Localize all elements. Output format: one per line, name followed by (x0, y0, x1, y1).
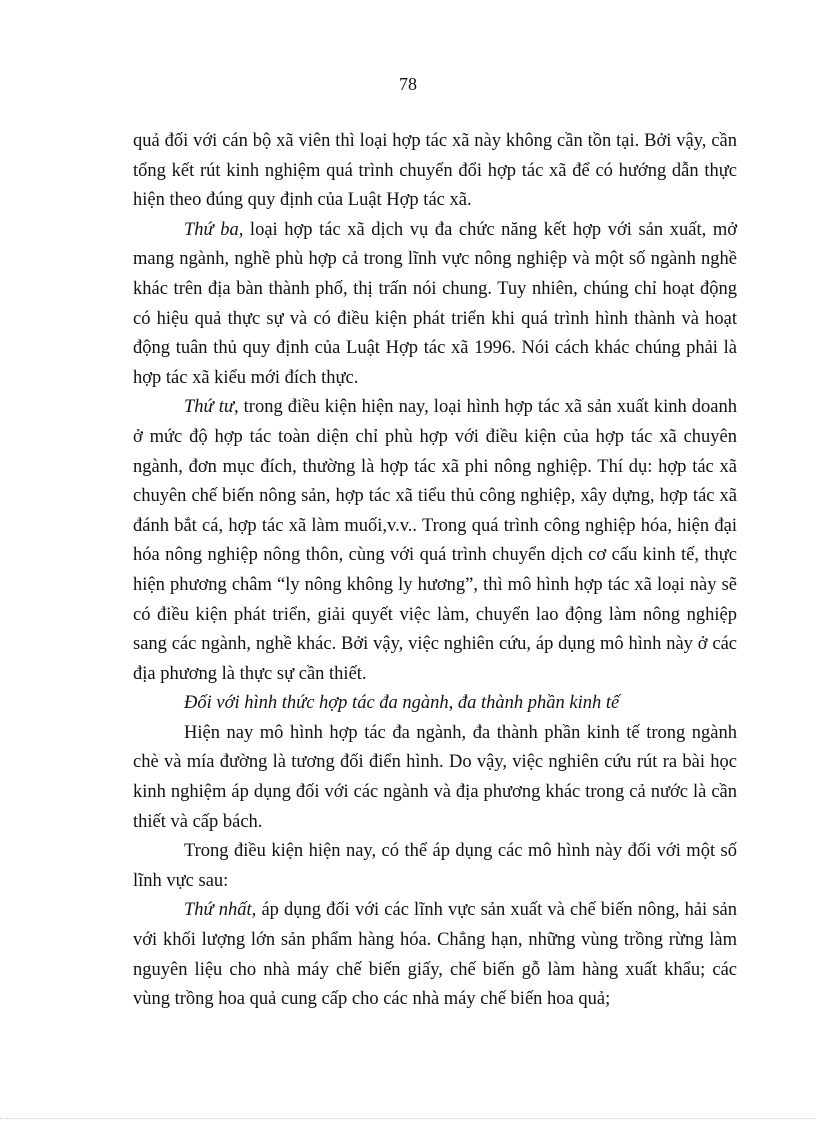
page-number: 78 (399, 74, 417, 94)
paragraph (133, 127, 737, 216)
document-body (133, 127, 737, 1015)
paragraph (133, 837, 737, 896)
paragraph (133, 719, 737, 837)
paragraph-text: quả đối với cán bộ xã viên thì loại hợp tác xã này không cần tồn tại. Bởi vậy, cần tổng kết rút kinh nghiệm quá trình chuyển đổi hợp tác xã để có hướng dẫn thực hiện theo đúng quy định của Luật Hợp tác xã. (133, 131, 737, 211)
paragraph (133, 896, 737, 1014)
paragraph-text: , áp dụng đối với các lĩnh vực sản xuất và chế biến nông, hải sản với khối lượng lớn sản phẩm hàng hóa. Chẳng hạn, những vùng trồng rừng làm nguyên liệu cho nhà máy chế biến giấy, chế biến gỗ làm hàng xuất khẩu; các vùng trồng hoa quả cung cấp cho các nhà máy chế biến hoa quả; (133, 900, 737, 1010)
paragraph-lead: Thứ ba, (184, 219, 244, 240)
paragraph-text: trong điều kiện hiện nay, loại hình hợp tác xã sản xuất kinh doanh ở mức độ hợp tác toàn diện chỉ phù hợp với điều kiện của hợp tác xã chuyên ngành, đơn mục đích, thường là hợp tác xã phi nông nghiệp. Thí dụ: hợp tác xã chuyên chế biến nông sản, hợp tác xã tiểu thủ công nghiệp, xây dựng, hợp tác xã đánh bắt cá, hợp tác xã làm muối,v.v.. Trong quá trình công nghiệp hóa, hiện đại hóa nông nghiệp nông thôn, cùng với quá trình chuyển dịch cơ cấu kinh tế, thực hiện phương châm “ly nông không ly hương”, thì mô hình hợp tác xã loại này sẽ có điều kiện phát triển, giải quyết việc làm, chuyển lao động làm nông nghiệp sang các ngành, nghề khác. Bởi vậy, việc nghiên cứu, áp dụng mô hình này ở các địa phương là thực sự cần thiết. (133, 397, 738, 684)
paragraph-lead: Thứ tư, (184, 397, 239, 418)
section-heading: Đối với hình thức hợp tác đa ngành, đa thành phần kinh tế (184, 693, 620, 714)
paragraph-text: loại hợp tác xã dịch vụ đa chức năng kết hợp với sản xuất, mở mang ngành, nghề phù hợp cả trong lĩnh vực nông nghiệp và một số ngành nghề khác trên địa bàn thành phố, thị trấn nói chung. Tuy nhiên, chúng chỉ hoạt động có hiệu quả thực sự và có điều kiện phát triển khi quá trình hình thành và hoạt động tuân thủ quy định của Luật Hợp tác xã 1996. Nói cách khác chúng phải là hợp tác xã kiểu mới đích thực. (133, 219, 737, 388)
paragraph-lead: Thứ nhất (184, 900, 252, 921)
paragraph-text: Trong điều kiện hiện nay, có thể áp dụng các mô hình này đối với một số lĩnh vực sau: (133, 841, 737, 891)
paragraph-text: Hiện nay mô hình hợp tác đa ngành, đa thành phần kinh tế trong ngành chè và mía đường là tương đối điển hình. Do vậy, việc nghiên cứu rút ra bài học kinh nghiệm áp dụng đối với các ngành và địa phương khác trong cả nước là cần thiết và cấp bách. (133, 722, 737, 832)
paragraph (133, 393, 737, 689)
page-bottom-border (0, 1118, 816, 1119)
paragraph (133, 216, 737, 394)
